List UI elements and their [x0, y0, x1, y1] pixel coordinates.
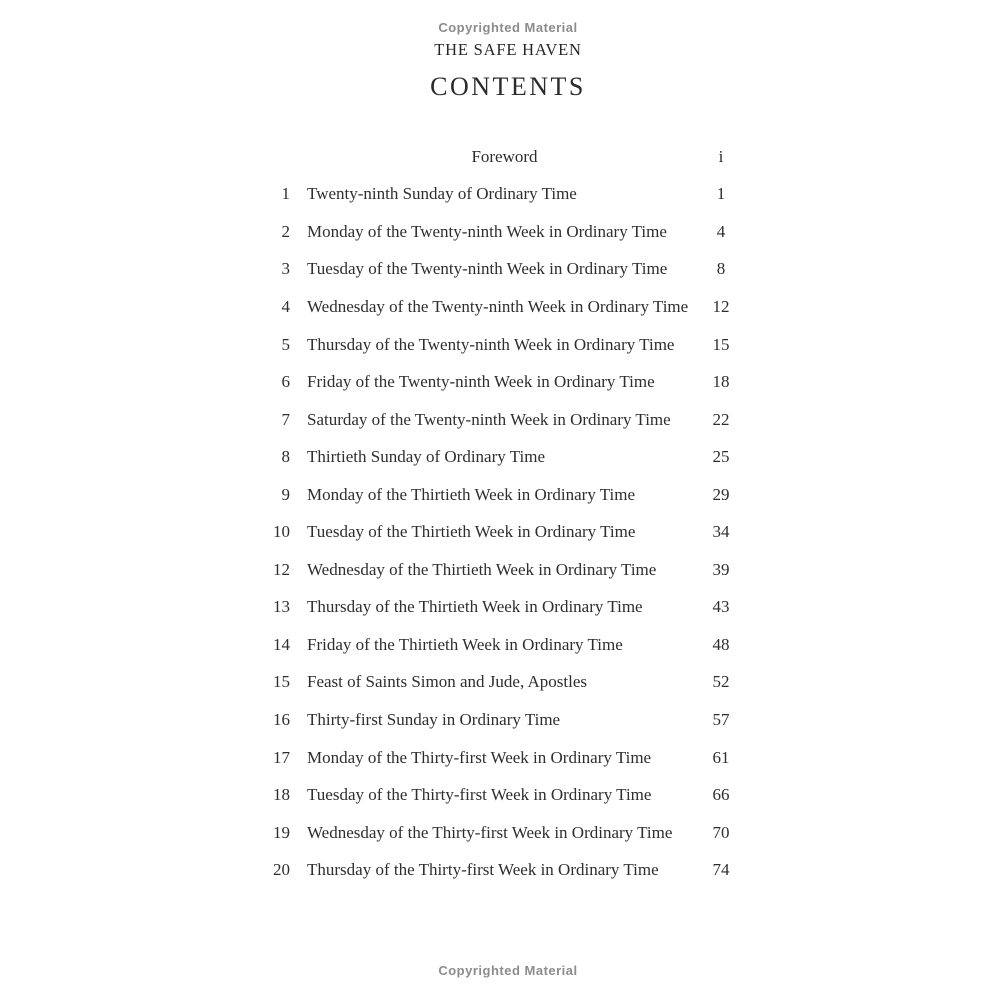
toc-entry-title: Wednesday of the Twenty-ninth Week in Ordinary Time: [307, 296, 689, 316]
toc-entry-title: Friday of the Twenty-ninth Week in Ordinary Time: [307, 372, 655, 392]
toc-entry-number: 10: [273, 522, 290, 542]
toc-row: [258, 326, 740, 364]
toc-entry-title: Thursday of the Twenty-ninth Week in Ordinary Time: [307, 334, 675, 354]
toc-entry-page: 57: [712, 709, 730, 729]
toc-entry-title: Tuesday of the Twenty-ninth Week in Ordinary Time: [307, 259, 668, 279]
toc-entry-title: Tuesday of the Thirty-first Week in Ordinary Time: [307, 785, 652, 805]
toc-entry-page: 15: [712, 334, 730, 354]
toc-entry-page: 52: [712, 672, 730, 692]
toc-entry-page: 25: [712, 447, 730, 467]
toc-row: [258, 701, 740, 739]
toc-row: [258, 814, 740, 852]
toc-entry-page: 34: [712, 522, 730, 542]
toc-entry-page: 18: [712, 372, 730, 392]
toc-row-foreword: [258, 138, 740, 176]
toc-row: [258, 664, 740, 702]
toc-entry-title: Tuesday of the Thirtieth Week in Ordinary Time: [307, 522, 636, 542]
copyright-banner-bottom: Copyrighted Material: [438, 963, 578, 978]
toc-entry-title: Foreword: [471, 146, 538, 166]
toc-entry-number: 2: [281, 221, 290, 241]
toc-entry-number: 19: [273, 822, 290, 842]
toc-entry-page: 74: [712, 860, 730, 880]
toc-entry-number: 12: [273, 559, 290, 579]
toc-entry-title: Monday of the Thirtieth Week in Ordinary Time: [307, 484, 636, 504]
toc-entry-number: 7: [281, 409, 290, 429]
toc-entry-title: Monday of the Thirty-first Week in Ordinary Time: [307, 747, 652, 767]
toc-entry-title: Thirty-first Sunday in Ordinary Time: [307, 709, 561, 729]
toc-entry-number: 14: [273, 634, 290, 654]
toc-entry-title: Thursday of the Thirtieth Week in Ordinary Time: [307, 597, 643, 617]
toc-entry-page: 12: [712, 296, 730, 316]
toc-entry-title: Saturday of the Twenty-ninth Week in Ordinary Time: [307, 409, 671, 429]
toc-entry-page: 39: [712, 559, 730, 579]
toc-entry-number: 8: [281, 447, 290, 467]
toc-entry-number: 1: [281, 184, 290, 204]
book-title: THE SAFE HAVEN: [434, 40, 582, 59]
toc-entry-number: 18: [273, 785, 290, 805]
toc-entry-number: 20: [273, 860, 290, 880]
toc-row: [258, 513, 740, 551]
page-title: CONTENTS: [430, 72, 586, 101]
toc-row: [258, 213, 740, 251]
toc-entry-number: 6: [281, 372, 290, 392]
toc-row: [258, 176, 740, 214]
toc-entry-number: 16: [273, 709, 290, 729]
toc-row: [258, 401, 740, 439]
toc-entry-page: i: [718, 146, 724, 166]
toc-entry-title: Thirtieth Sunday of Ordinary Time: [307, 447, 545, 467]
toc-entry-number: 3: [281, 259, 290, 279]
toc-entry-page: 61: [712, 747, 730, 767]
toc-entry-title: Twenty-ninth Sunday of Ordinary Time: [307, 184, 577, 204]
toc-entry-title: Wednesday of the Thirtieth Week in Ordinary Time: [307, 559, 657, 579]
toc-row: [258, 851, 740, 889]
toc-entry-page: 22: [712, 409, 730, 429]
toc-entry-number: 4: [281, 296, 290, 316]
toc-entry-title: Monday of the Twenty-ninth Week in Ordinary Time: [307, 221, 667, 241]
toc-row: [258, 626, 740, 664]
toc-list: [258, 138, 740, 889]
toc-entry-page: 70: [712, 822, 730, 842]
toc-row: [258, 739, 740, 777]
toc-row: [258, 438, 740, 476]
toc-row: [258, 776, 740, 814]
toc-entry-page: 29: [712, 484, 730, 504]
toc-entry-number: 5: [281, 334, 290, 354]
toc-row: [258, 251, 740, 289]
toc-entry-page: 4: [716, 221, 726, 241]
toc-row: [258, 363, 740, 401]
toc-row: [258, 476, 740, 514]
toc-entry-number: 13: [273, 597, 290, 617]
toc-entry-number: 9: [281, 484, 290, 504]
toc-entry-number: 17: [273, 747, 290, 767]
toc-entry-title: Friday of the Thirtieth Week in Ordinary Time: [307, 634, 623, 654]
toc-entry-title: Thursday of the Thirty-first Week in Ordinary Time: [307, 860, 659, 880]
copyright-banner-top: Copyrighted Material: [438, 20, 578, 35]
toc-entry-title: Feast of Saints Simon and Jude, Apostles: [307, 672, 588, 692]
toc-entry-page: 48: [712, 634, 730, 654]
toc-entry-page: 1: [716, 184, 726, 204]
toc-row: [258, 288, 740, 326]
toc-entry-page: 66: [712, 785, 730, 805]
toc-entry-number: 15: [273, 672, 290, 692]
toc-entry-page: 43: [712, 597, 730, 617]
toc-row: [258, 551, 740, 589]
toc-entry-title: Wednesday of the Thirty-first Week in Ordinary Time: [307, 822, 673, 842]
toc-entry-page: 8: [716, 259, 726, 279]
toc-row: [258, 589, 740, 627]
